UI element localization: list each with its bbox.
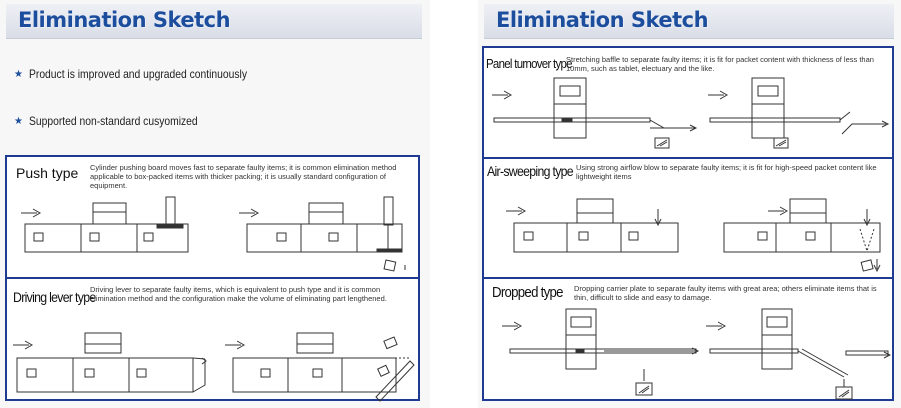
- bullet-item-customized: [14, 114, 225, 128]
- item-box: [85, 369, 94, 377]
- rejected-item: [861, 260, 873, 271]
- conveyor-1: [510, 309, 698, 395]
- item-box: [144, 233, 153, 241]
- feed-arrow-icon: [708, 91, 727, 99]
- conveyor-2: [710, 309, 890, 399]
- rejected-item: [384, 260, 396, 271]
- conveyor-1: [17, 333, 206, 392]
- section-push-type: [5, 155, 420, 279]
- item-box: [378, 365, 390, 376]
- section-title: Driving lever type: [13, 289, 96, 305]
- section-driving-lever-type: [5, 277, 420, 401]
- star-icon: ★: [14, 115, 23, 127]
- section-description: Dropping carrier plate to separate faulty items with great area; others eliminate items that is thin, difficult to slide and easy to damage.: [574, 284, 877, 302]
- section-title: Push type: [16, 165, 79, 181]
- item-box: [137, 369, 146, 377]
- left-title-bar: [6, 4, 422, 39]
- feed-arrow-icon: [502, 322, 521, 330]
- feed-arrow-icon: [21, 209, 40, 217]
- detector: [93, 203, 126, 224]
- feed-arrow-icon: [506, 207, 525, 215]
- conveyor-1: [25, 197, 188, 252]
- bullet-text: Supported non-standard cusyomized: [28, 114, 198, 128]
- item-box: [579, 232, 588, 240]
- detector: [554, 78, 586, 138]
- detector: [752, 78, 784, 138]
- section-air-sweeping-type: [482, 157, 894, 280]
- detector: [297, 333, 333, 353]
- push-type-sketch: [7, 157, 422, 281]
- dropped-type-sketch: [484, 279, 896, 403]
- item-box: [27, 369, 36, 377]
- feed-arrow-icon: [706, 322, 725, 330]
- item-box: [34, 233, 43, 241]
- rejected-item: [384, 337, 397, 349]
- push-cylinder: [166, 197, 175, 225]
- item-box: [524, 232, 533, 240]
- detector: [790, 199, 826, 223]
- air-sweeping-sketch: [484, 159, 896, 282]
- push-cylinder: [384, 197, 393, 225]
- section-title: Panel turnover type: [486, 56, 572, 71]
- item-box: [90, 233, 99, 241]
- conveyor-2: [233, 333, 414, 401]
- conveyor-2: [247, 197, 405, 271]
- driving-lever-sketch: [7, 279, 422, 403]
- section-title: Air-sweeping type: [487, 163, 573, 179]
- turnover-panel: [650, 120, 696, 128]
- left-panel-title: Elimination Sketch: [18, 8, 231, 32]
- exit-conveyor: [846, 351, 888, 355]
- feed-arrow-icon: [225, 341, 244, 349]
- conveyor-2: [724, 199, 880, 271]
- section-dropped-type: [482, 277, 894, 401]
- section-description: Stretching baffle to separate faulty items; it is fit for packet content with thickness of less than 10mm, such as tablet, electuary and the like.: [566, 55, 874, 73]
- section-description: Driving lever to separate faulty items, which is equivalent to push type and it is common elimination method and the configuration make the volume of eliminating part lengthened.: [90, 285, 387, 303]
- section-description: Using strong airflow blow to separate faulty items; it is fit for high-speed packet content like lightweight items: [576, 163, 877, 181]
- bullet-item-improved: [14, 67, 282, 81]
- item-box: [806, 232, 815, 240]
- section-panel-turnover-type: [482, 46, 894, 160]
- push-board: [377, 249, 401, 252]
- air-stream: [860, 229, 874, 251]
- item-box: [313, 369, 322, 377]
- feed-arrow-icon: [239, 209, 258, 217]
- right-panel: [478, 0, 901, 408]
- section-title: Dropped type: [492, 284, 563, 301]
- feed-arrow-icon: [13, 341, 32, 349]
- detector: [577, 199, 613, 223]
- bullet-text: Product is improved and upgraded continuously: [28, 67, 247, 81]
- item-box: [261, 369, 270, 377]
- star-icon: ★: [14, 68, 23, 80]
- item-box: [277, 233, 286, 241]
- feed-arrow-icon: [492, 91, 511, 99]
- conveyor-2: [710, 78, 888, 148]
- conveyor-1: [514, 199, 678, 252]
- turnover-panel: [840, 112, 850, 120]
- detector: [85, 333, 121, 353]
- item-box: [329, 233, 338, 241]
- item-box: [629, 232, 638, 240]
- feed-arrow-icon: [768, 207, 787, 215]
- conveyor-1: [494, 78, 696, 148]
- right-title-bar: [484, 4, 894, 39]
- panel-turnover-sketch: [484, 48, 896, 162]
- push-board: [157, 225, 183, 228]
- drop-plate: [798, 351, 844, 377]
- right-panel-title: Elimination Sketch: [496, 8, 709, 32]
- item-box: [758, 232, 767, 240]
- detector: [309, 203, 343, 224]
- left-panel: [0, 0, 430, 408]
- section-description: Cylinder pushing board moves fast to separate faulty items; it is common elimination method applicable to box-packed items with thicker packing; it is usually standard configuration of equipment.: [90, 163, 397, 190]
